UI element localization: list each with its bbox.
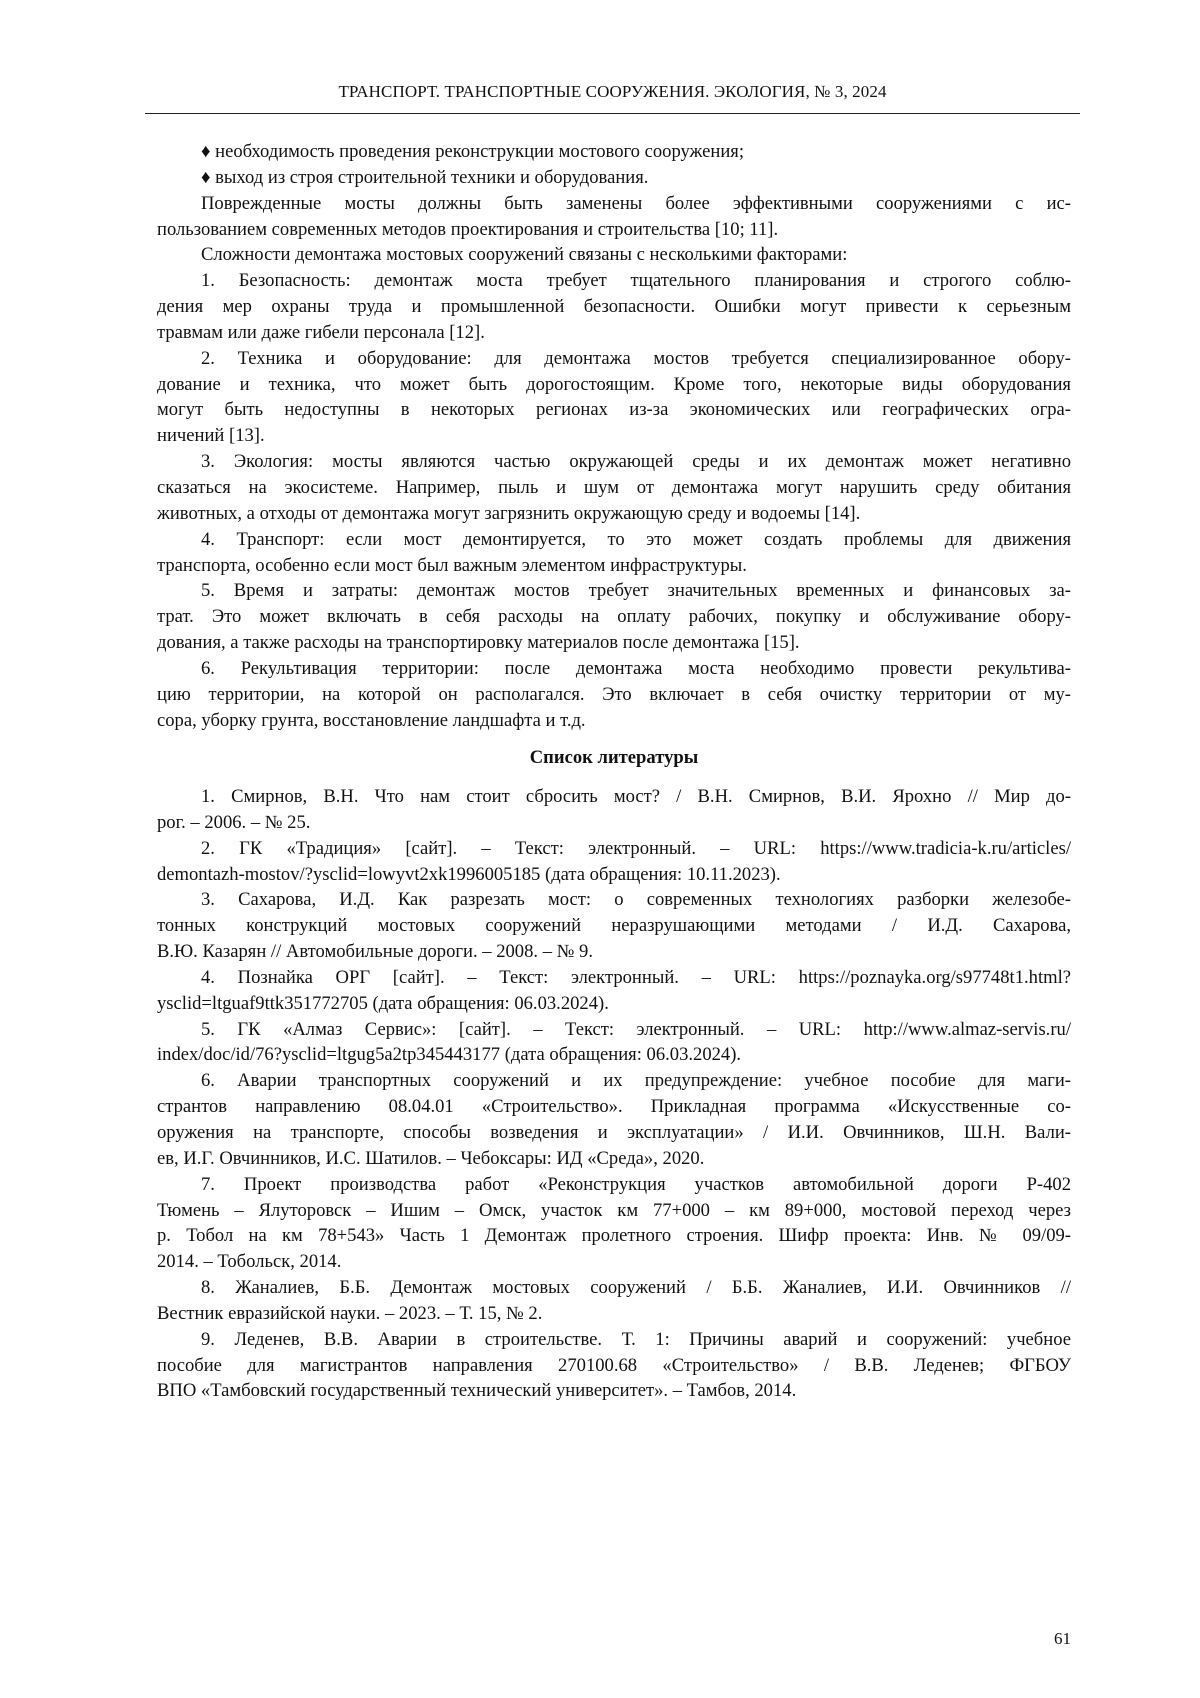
reference-item-line: Вестник евразийской науки. – 2023. – Т. 15, № 2. [157,1302,543,1324]
reference-item-line: ysclid=ltguaf9ttk351772705 (дата обращения: 06.03.2024). [157,992,609,1014]
reference-item-line: ВПО «Тамбовский государственный технический университет». – Тамбов, 2014. [157,1380,797,1402]
paragraph-line: дения мер охраны труда и промышленной безопасности. Ошибки могут привести к серьезным [157,296,1071,318]
reference-item-line: demontazh-mostov/?ysclid=lowyvt2xk1996005185 (дата обращения: 10.11.2023). [157,863,781,885]
paragraph-line: Сложности демонтажа мостовых сооружений связаны с несколькими факторами: [201,244,848,266]
reference-item-line: странтов направлению 08.04.01 «Строительство». Прикладная программа «Искусственные со- [157,1096,1071,1118]
reference-item-line: 2. ГК «Традиция» [сайт]. – Текст: электронный. – URL: https://www.tradicia-k.ru/articles/ [201,837,1071,859]
paragraph [157,527,1071,579]
paragraph [157,449,1071,527]
paragraph-line: цию территории, на которой он располагался. Это включает в себя очистку территории от му- [157,683,1071,705]
references-heading: Список литературы [529,747,699,768]
paragraph-line: травмам или даже гибели персонала [12]. [157,321,485,343]
body-text [157,139,1071,733]
reference-item [157,965,1071,1017]
reference-item-line: 7. Проект производства работ «Реконструкция участков автомобильной дороги Р-402 [201,1173,1071,1195]
reference-item [157,1172,1071,1275]
paragraph-line: 3. Экология: мосты являются частью окружающей среды и их демонтаж может негативно [201,451,1071,473]
bullet-item: ♦ необходимость проведения реконструкции мостового сооружения; [201,141,745,162]
paragraph-line: дование и техника, что может быть дорогостоящим. Кроме того, некоторые виды оборудования [157,373,1071,395]
reference-item-line: index/doc/id/76?ysclid=ltgug5a2tp345443177 (дата обращения: 06.03.2024). [157,1044,742,1066]
reference-item-line: оружения на транспорте, способы возведения и эксплуатации» / И.И. Овчинников, Ш.Н. Вали- [157,1121,1071,1143]
reference-item-line: 2014. – Тобольск, 2014. [157,1251,342,1273]
reference-item-line: ев, И.Г. Овчинников, И.С. Шатилов. – Чебоксары: ИД «Среда», 2020. [157,1147,705,1169]
reference-item [157,887,1071,965]
paragraph-line: Поврежденные мосты должны быть заменены более эффективными сооружениями с ис- [201,192,1071,214]
paragraph-line: трат. Это может включать в себя расходы на оплату рабочих, покупку и обслуживание обору- [157,606,1071,628]
reference-item-line: 8. Жаналиев, Б.Б. Демонтаж мостовых сооружений / Б.Б. Жаналиев, И.И. Овчинников // [201,1277,1071,1299]
reference-item-line: 1. Смирнов, В.Н. Что нам стоит сбросить мост? / В.Н. Смирнов, В.И. Ярохно // Мир до- [201,786,1071,807]
paragraph [157,578,1071,656]
paragraph-line: сора, уборку грунта, восстановление ландшафта и т.д. [157,709,586,731]
paragraph [157,268,1071,346]
reference-item-line: пособие для магистрантов направления 270100.68 «Строительство» / В.В. Леденев; ФГБОУ [157,1354,1071,1376]
reference-item-line: 4. Познайка ОРГ [сайт]. – Текст: электронный. – URL: https://poznayka.org/s97748t1.html? [201,966,1071,988]
reference-item [157,1017,1071,1069]
paragraph [157,242,1071,268]
paragraph [157,191,1071,243]
reference-item [157,1275,1071,1327]
paragraph-line: 2. Техника и оборудование: для демонтажа мостов требуется специализированное обору- [201,347,1071,369]
reference-item-line: 9. Леденев, В.В. Аварии в строительстве. Т. 1: Причины аварий и сооружений: учебное [201,1328,1071,1350]
reference-item [157,784,1071,836]
paragraph-line: дования, а также расходы на транспортировку материалов после демонтажа [15]. [157,632,800,654]
reference-item-line: 5. ГК «Алмаз Сервис»: [сайт]. – Текст: электронный. – URL: http://www.almaz-servis.ru/ [201,1018,1071,1040]
reference-item-line: рог. – 2006. – № 25. [157,811,311,833]
paragraph-line: 5. Время и затраты: демонтаж мостов требует значительных временных и финансовых за- [201,580,1071,602]
paragraph-line: 1. Безопасность: демонтаж моста требует тщательного планирования и строгого соблю- [201,270,1071,292]
paragraph-line: 6. Рекультивация территории: после демонтажа моста необходимо провести рекультива- [201,657,1071,679]
paragraph [157,656,1071,734]
reference-item [157,836,1071,888]
page-number: 61 [1054,1629,1071,1648]
reference-item-line: тонных конструкций мостовых сооружений неразрушающими методами / И.Д. Сахарова, [157,915,1071,937]
paragraph-line: транспорта, особенно если мост был важным элементом инфраструктуры. [157,554,747,576]
paragraph-line: ничений [13]. [157,425,265,447]
reference-item-line: 3. Сахарова, И.Д. Как разрезать мост: о современных технологиях разборки железобе- [201,889,1071,911]
reference-item-line: Тюмень – Ялуторовск – Ишим – Омск, участок км 77+000 – км 89+000, мостовой переход через [157,1199,1071,1221]
paragraph-line: животных, а отходы от демонтажа могут загрязнить окружающую среду и водоемы [14]. [157,502,861,524]
paragraph-line: сказаться на экосистеме. Например, пыль и шум от демонтажа могут нарушить среду обитания [157,476,1071,498]
references-list [157,784,1071,1404]
reference-item-line: В.Ю. Казарян // Автомобильные дороги. – 2008. – № 9. [157,941,593,963]
reference-item [157,1327,1071,1405]
paragraph-line: могут быть недоступны в некоторых регионах из-за экономических или географических огра- [157,399,1071,421]
paragraph-line: 4. Транспорт: если мост демонтируется, то это может создать проблемы для движения [201,528,1071,550]
header-divider [145,113,1080,114]
paragraph [157,346,1071,449]
reference-item [157,1068,1071,1171]
running-header: ТРАНСПОРТ. ТРАНСПОРТНЫЕ СООРУЖЕНИЯ. ЭКОЛОГИЯ, № 3, 2024 [338,82,887,101]
paragraph-line: пользованием современных методов проектирования и строительства [10; 11]. [157,218,779,240]
reference-item-line: 6. Аварии транспортных сооружений и их предупреждение: учебное пособие для маги- [201,1070,1071,1092]
bullet-item: ♦ выход из строя строительной техники и оборудования. [201,166,649,188]
reference-item-line: р. Тобол на км 78+543» Часть 1 Демонтаж пролетного строения. Шифр проекта: Инв. № 09/09- [157,1225,1071,1247]
